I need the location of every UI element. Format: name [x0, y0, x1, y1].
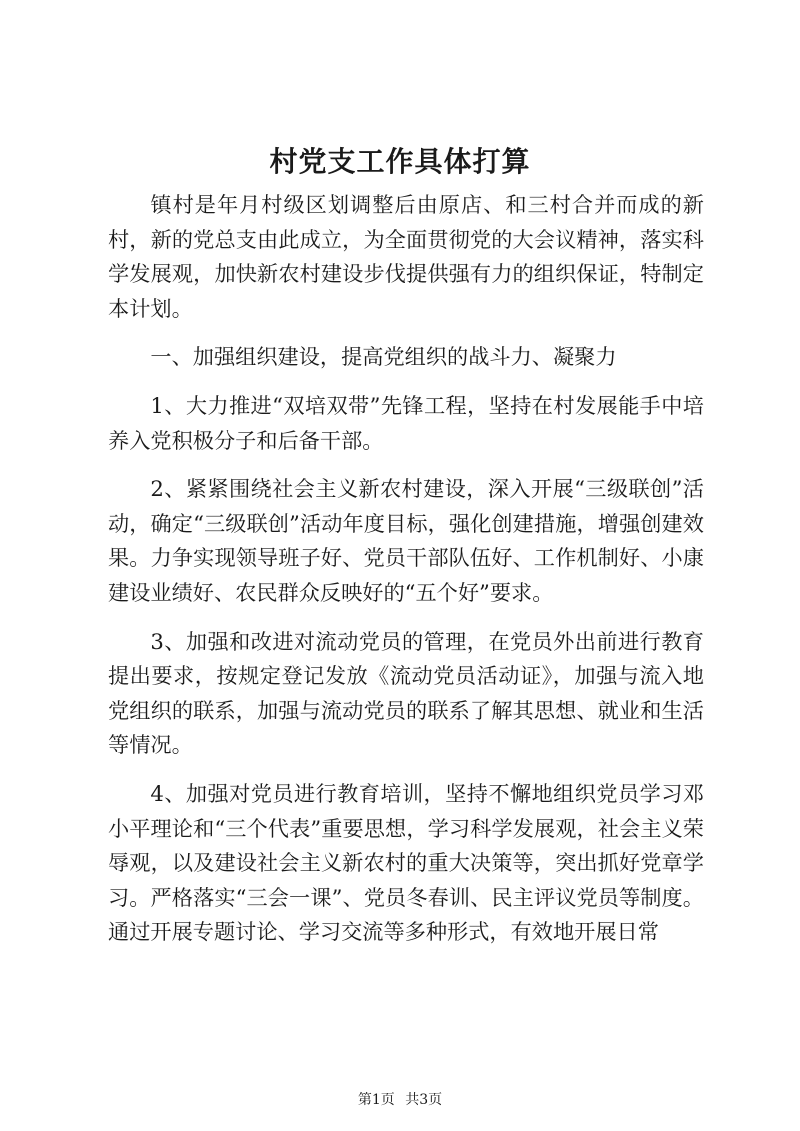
item-paragraph-3: 3、加强和改进对流动党员的管理，在党员外出前进行教育提出要求，按规定登记发放《流动党员活动证》，加强与流入地党组织的联系，加强与流动党员的联系了解其思想、就业和生活等情况。: [108, 628, 704, 758]
page-footer: [0, 1090, 800, 1110]
item-paragraph-2: 2、紧紧围绕社会主义新农村建设，深入开展“三级联创”活动，确定“三级联创”活动年度目标，强化创建措施，增强创建效果。力争实现领导班子好、党员干部队伍好、工作机制好、小康建设业绩好、农民群众反映好的“五个好”要求。: [108, 476, 704, 605]
intro-paragraph: 镇村是年月村级区划调整后由原店、和三村合并而成的新村，新的党总支由此成立，为全面贯彻党的大会议精神，落实科学发展观，加快新农村建设步伐提供强有力的组织保证，特制定本计划。: [108, 192, 704, 321]
page-number: 第1页: [357, 1092, 395, 1108]
page-total: 共3页: [405, 1092, 443, 1108]
section-heading: 一、加强组织建设，提高党组织的战斗力、凝聚力: [150, 344, 617, 370]
item-paragraph-1: 1、大力推进“双培双带”先锋工程，坚持在村发展能手中培养入党积极分子和后备干部。: [108, 392, 704, 453]
item-paragraph-4: 4、加强对党员进行教育培训，坚持不懈地组织党员学习邓小平理论和“三个代表”重要思想，学习科学发展观，社会主义荣辱观，以及建设社会主义新农村的重大决策等，突出抓好党章学习。严格落实“三会一课”、党员冬春训、民主评议党员等制度。通过开展专题讨论、学习交流等多种形式，有效地开展日常: [108, 780, 704, 945]
document-body: [108, 188, 704, 950]
document-title: 村党支工作具体打算: [269, 145, 531, 178]
